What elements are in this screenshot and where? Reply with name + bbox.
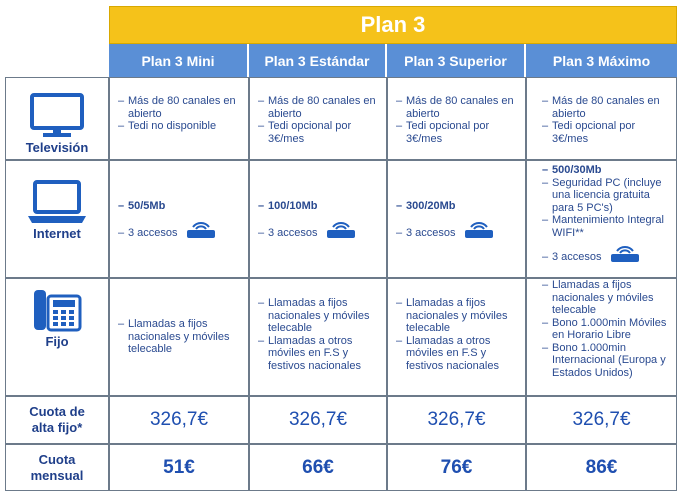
row-label-television: [5, 77, 109, 160]
feature-item: – Más de 80 canales en abierto: [394, 95, 521, 120]
feature-item: – Llamadas a fijos nacionales y móviles telecable: [394, 297, 521, 335]
row-label-television-text: Televisión: [25, 140, 89, 155]
speed-item: – 300/20Mb: [394, 200, 521, 213]
fijo-cell-mini: [109, 278, 249, 396]
feature-item: – Mantenimiento Integral WIFI**: [540, 214, 672, 239]
fijo-cell-superior: [387, 278, 526, 396]
laptop-icon: [26, 178, 88, 226]
internet-cell-estandar: – 100/10Mb – 3 accesos: [249, 160, 387, 278]
alta-price-estandar: 326,7€: [249, 396, 387, 444]
plan-title: Plan 3: [109, 6, 677, 44]
feature-item: – Llamadas a otros móviles en F.S y festivos nacionales: [394, 335, 521, 373]
mensual-price-maximo: 86€: [526, 444, 677, 491]
feature-item: – Llamadas a otros móviles en F.S y festivos nacionales: [256, 335, 382, 373]
feature-item: – Llamadas a fijos nacionales y móviles telecable: [540, 279, 672, 317]
column-header-superior: Plan 3 Superior: [387, 44, 526, 77]
tv-icon: [29, 92, 85, 140]
wifi-router-icon: [461, 215, 497, 239]
tv-cell-estandar: [249, 77, 387, 160]
wifi-router-icon: [183, 215, 219, 239]
row-label-fijo-text: Fijo: [45, 334, 69, 349]
mensual-price-estandar: 66€: [249, 444, 387, 491]
row-label-internet-text: Internet: [33, 226, 81, 241]
row-label-cuota-alta: [5, 396, 109, 444]
internet-cell-superior: – 300/20Mb – 3 accesos: [387, 160, 526, 278]
tv-cell-maximo: [526, 77, 677, 160]
desk-phone-icon: [32, 286, 82, 334]
row-label-fijo: [5, 278, 109, 396]
mensual-price-mini: 51€: [109, 444, 249, 491]
accesos-text: 3 accesos: [268, 226, 318, 239]
alta-price-maximo: 326,7€: [526, 396, 677, 444]
feature-item: – Más de 80 canales en abierto: [116, 95, 244, 120]
tv-cell-superior: [387, 77, 526, 160]
row-label-cuota-mensual: [5, 444, 109, 491]
tv-cell-mini: [109, 77, 249, 160]
speed-item: – 50/5Mb: [116, 200, 244, 213]
internet-cell-maximo: – 500/30Mb – Seguridad PC (incluye una licencia gratuita para 5 PC's) – Mantenimiento Integral WIFI** – 3 accesos: [526, 160, 677, 278]
row-label-internet: [5, 160, 109, 278]
feature-item: – Tedi no disponible: [116, 120, 244, 133]
speed-item: – 500/30Mb: [540, 164, 672, 177]
column-header-estandar: Plan 3 Estándar: [249, 44, 387, 77]
alta-price-superior: 326,7€: [387, 396, 526, 444]
accesos-text: 3 accesos: [406, 226, 456, 239]
accesos-text: 3 accesos: [128, 226, 178, 239]
feature-item: – Más de 80 canales en abierto: [540, 95, 672, 120]
feature-item: – Tedi opcional por 3€/mes: [394, 120, 521, 145]
feature-item: – Bono 1.000min Móviles en Horario Libre: [540, 317, 672, 342]
feature-item: – Seguridad PC (incluye una licencia gratuita para 5 PC's): [540, 177, 672, 215]
fijo-cell-maximo: [526, 278, 677, 396]
mensual-price-superior: 76€: [387, 444, 526, 491]
feature-item: – Llamadas a fijos nacionales y móviles telecable: [256, 297, 382, 335]
wifi-router-icon: [323, 215, 359, 239]
internet-cell-mini: – 50/5Mb – 3 accesos: [109, 160, 249, 278]
alta-price-mini: 326,7€: [109, 396, 249, 444]
accesos-text: 3 accesos: [552, 251, 602, 263]
feature-item: – Bono 1.000min Internacional (Europa y Estados Unidos): [540, 342, 672, 380]
feature-item: – Tedi opcional por 3€/mes: [256, 120, 382, 145]
column-header-maximo: Plan 3 Máximo: [526, 44, 677, 77]
feature-item: – Más de 80 canales en abierto: [256, 95, 382, 120]
row-label-cuota-alta-line2: alta fijo*: [31, 420, 83, 435]
row-label-cuota-mensual-line2: mensual: [30, 467, 84, 483]
speed-item: – 100/10Mb: [256, 200, 382, 213]
feature-item: – Tedi opcional por 3€/mes: [540, 120, 672, 145]
row-label-cuota-alta-line1: Cuota de: [29, 404, 85, 419]
feature-item: – Llamadas a fijos nacionales y móviles telecable: [116, 318, 244, 356]
fijo-cell-estandar: [249, 278, 387, 396]
column-header-mini: Plan 3 Mini: [109, 44, 249, 77]
wifi-router-icon: [607, 239, 643, 263]
row-label-cuota-mensual-line1: Cuota: [38, 451, 76, 467]
